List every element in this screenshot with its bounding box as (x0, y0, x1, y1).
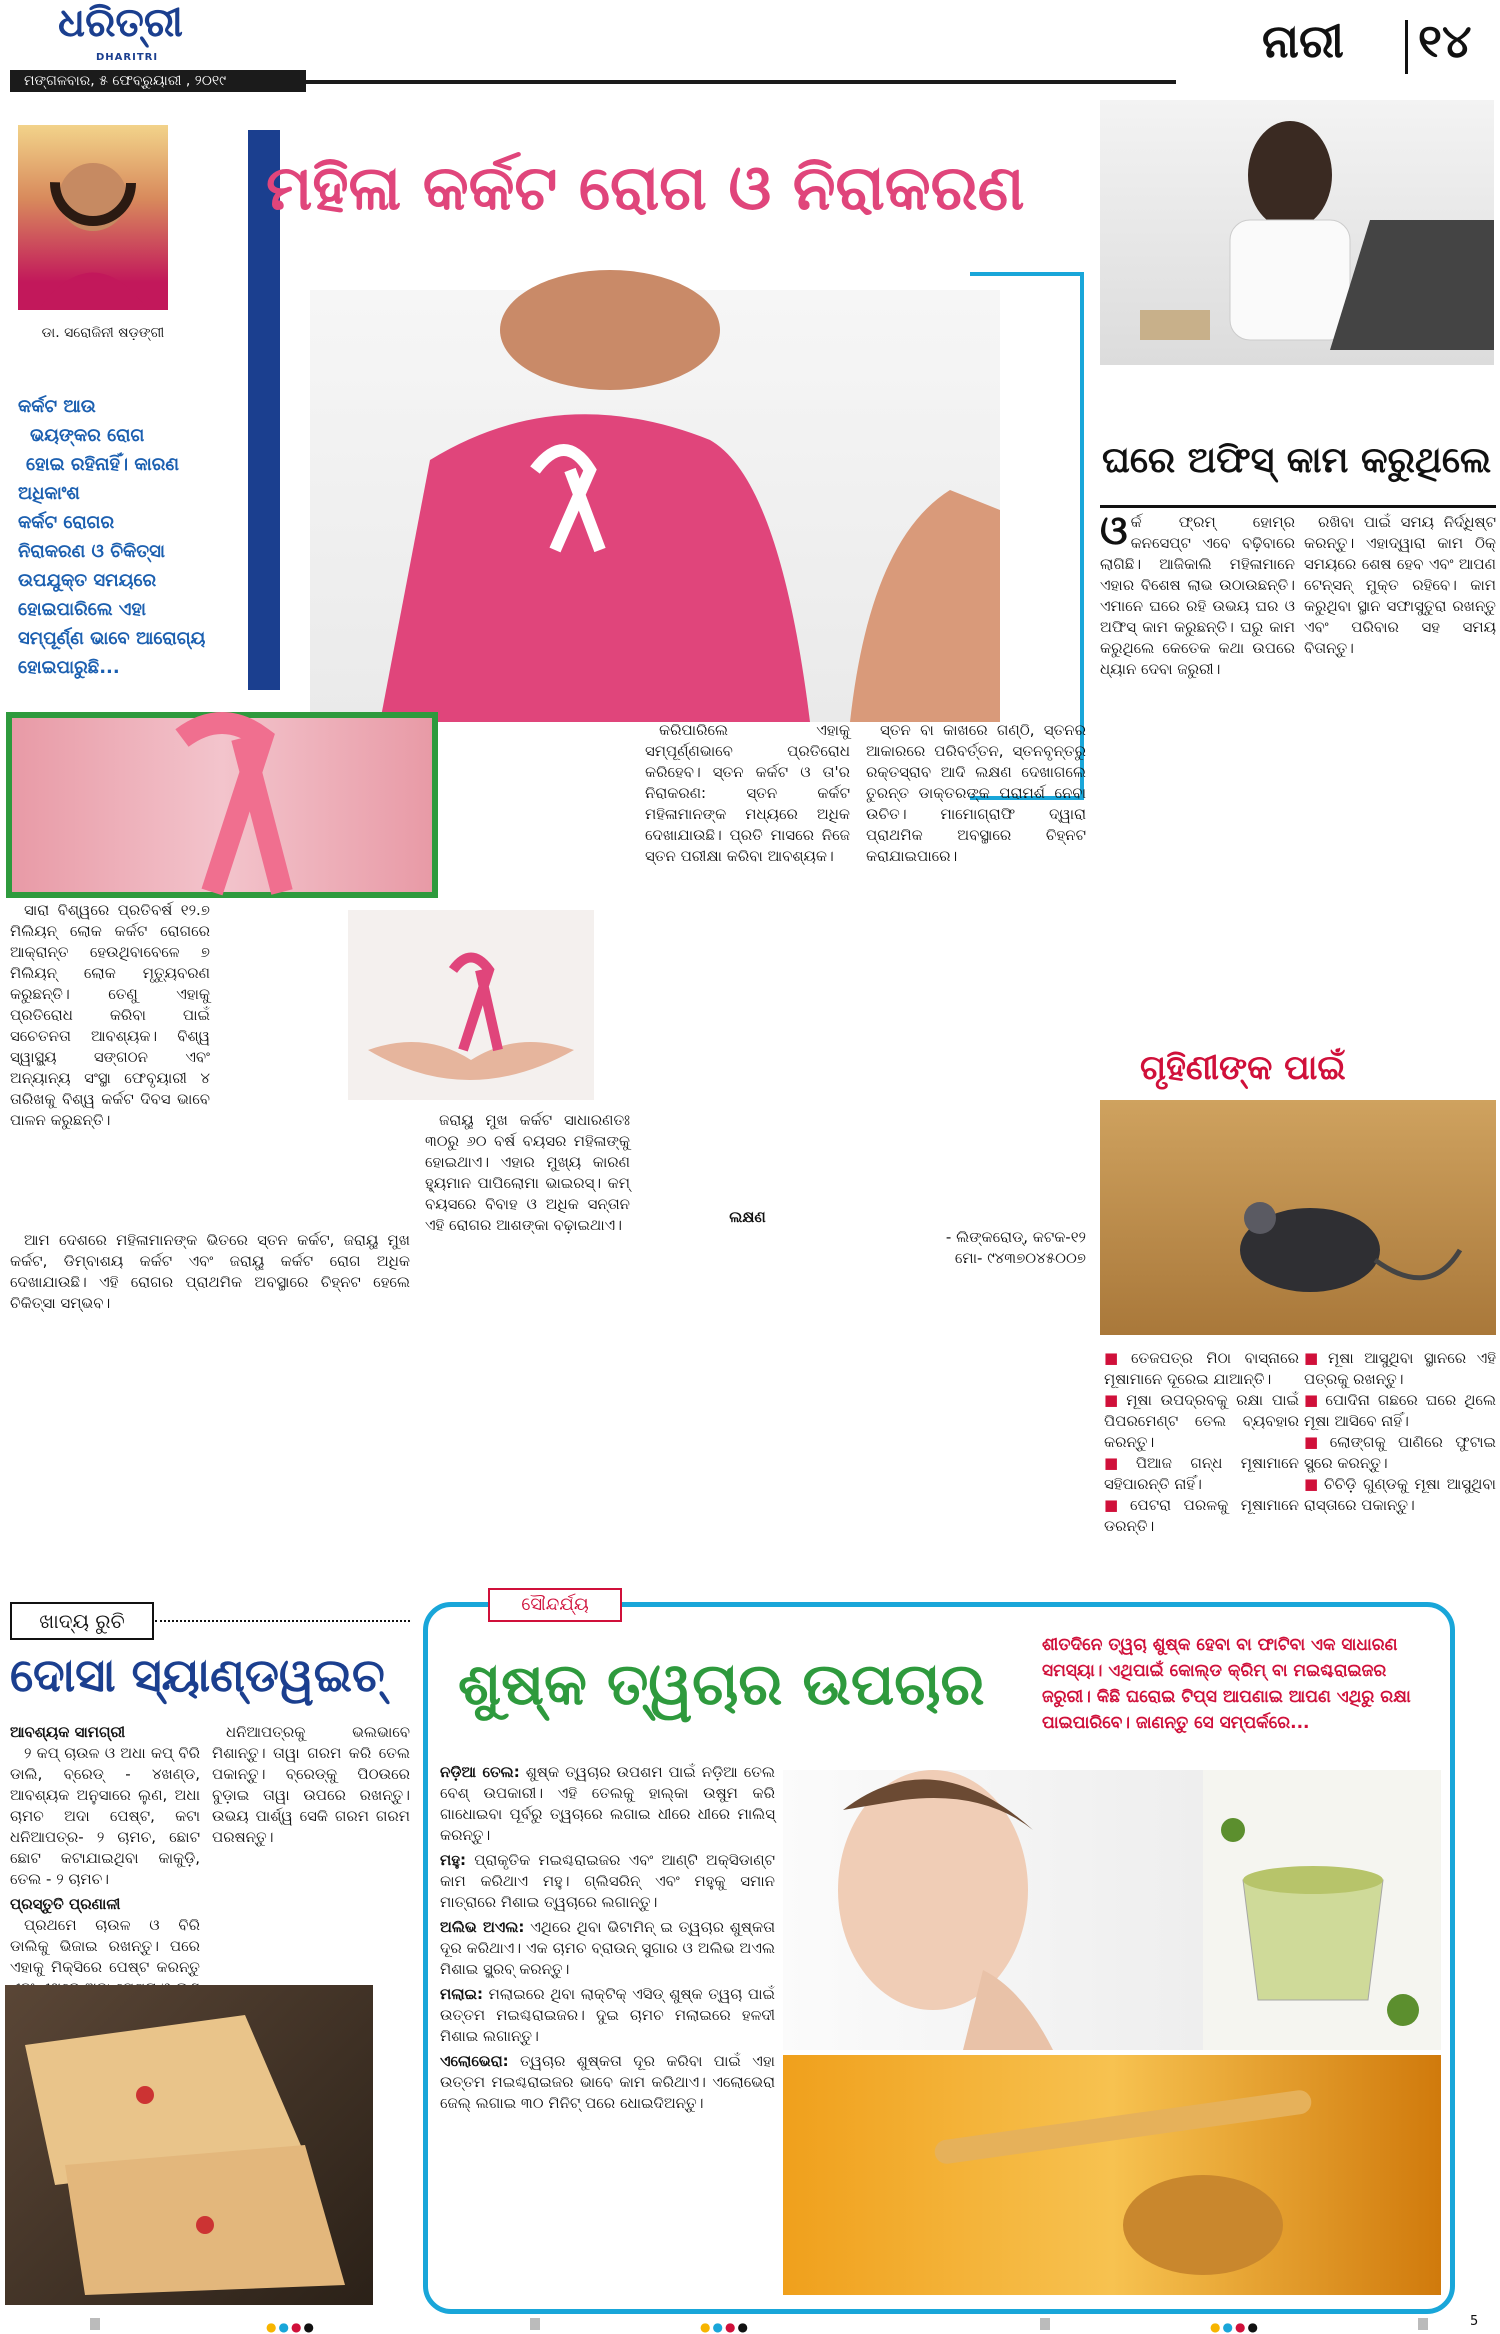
pink-ribbon-icon (310, 290, 1000, 722)
office-column-1: ଓର୍କ ଫ୍ରମ୍ ହୋମ୍ର କନସେପ୍ଟ ଏବେ ବଢ଼ିବାରେ ଲାଗିଛି। ଆଜିକାଲି ମହିଳାମାନେ ଏହାର ବିଶେଷ ଲାଭ ଉଠାଉଛନ୍ତି। ଏମାନେ ଘରେ ରହି ଉଭୟ ଘର ଓ ଅଫିସ୍ କାମ କରୁଛନ୍ତି। ଘରୁ କାମ କରୁଥିଲେ କେତେକ କଥା ଉପରେ ଧ୍ୟାନ ଦେବା ଜରୁରୀ। (1100, 508, 1295, 678)
tea-cup-icon (1203, 1770, 1441, 2050)
kitchen-tip: ■ ମୂଷା ଆସୁଥିବା ସ୍ଥାନରେ ଏହି ପତ୍ରକୁ ରଖନ୍ତୁ। (1304, 1349, 1496, 1388)
kitchen-tip: ■ ଲୋଙ୍ଗକୁ ପାଣିରେ ଫୁଟାଇ ସ୍ପ୍ରେ କରନ୍ତୁ। (1304, 1433, 1496, 1472)
beauty-headline: ଶୁଷ୍କ ତ୍ୱଚାର ଉପଚାର (458, 1650, 985, 1718)
mouse-icon (1100, 1100, 1496, 1335)
masthead (0, 0, 1500, 92)
cancer-column-4: କରିପାରିଲେ ଏହାକୁ ସମ୍ପୂର୍ଣ୍ଣଭାବେ ପ୍ରତିରୋଧ କରିହେବ। ସ୍ତନ କର୍କଟ ଓ ତା'ର ନିରାକରଣ: ସ୍ତନ କର୍କଟ ମହିଳାମାନଙ୍କ ମଧ୍ୟରେ ଅଧିକ ଦେଖାଯାଉଛି। ପ୍ରତି ମାସରେ ନିଜେ ସ୍ତନ ପରୀକ୍ଷା କରିବା ଆବଶ୍ୟକ। ଲକ୍ଷଣ (645, 721, 850, 1226)
footer-marks: ●●●● ●●●● ●●●● 5 (0, 2314, 1500, 2334)
kitchen-tip: ■ ପିଆଜ ଗନ୍ଧ ମୂଷାମାନେ ସହିପାରନ୍ତି ନାହିଁ। (1104, 1454, 1299, 1493)
open-hands-photo (348, 910, 594, 1100)
author-photo (18, 125, 168, 310)
issue-date: ମଙ୍ଗଳବାର, ୫ ଫେବ୍ରୁୟାରୀ , ୨୦୧୯ (24, 73, 227, 89)
sandwich-icon (5, 1985, 373, 2305)
recipe-label-line (155, 1620, 410, 1622)
method-heading: ପ୍ରସ୍ତୁତି ପ୍ରଣାଳୀ (10, 1895, 121, 1913)
author-phone: ମୋ- ୯୪୩୭୦୪୫୦୦୭ (954, 1249, 1086, 1267)
face-photo (783, 1770, 1203, 2050)
masthead-divider (1405, 20, 1408, 74)
cancer-column-1: ସାରା ବିଶ୍ୱରେ ପ୍ରତିବର୍ଷ ୧୨.୭ ମିଲିୟନ୍ ଲୋକ କର୍କଟ ରୋଗରେ ଆକ୍ରାନ୍ତ ହେଉଥିବାବେଳେ ୭ ମିଲିୟନ୍ ଲୋକ ମୃତ୍ୟୁବରଣ କରୁଛନ୍ତି। ତେଣୁ ଏହାକୁ ପ୍ରତିରୋଧ କରିବା ପାଇଁ ସଚେତନତା ଆବଶ୍ୟକ। ବିଶ୍ୱ ସ୍ୱାସ୍ଥ୍ୟ ସଙ୍ଗଠନ ଏବଂ ଅନ୍ୟାନ୍ୟ ସଂସ୍ଥା ଫେବୃୟାରୀ ୪ ତାରିଖକୁ ବିଶ୍ୱ କର୍କଟ ଦିବସ ଭାବେ ପାଳନ କରୁଛନ୍ତି। (10, 901, 210, 1129)
kitchen-column-1 (1104, 1348, 1299, 1588)
recipe-column-1: ଆବଶ୍ୟକ ସାମଗ୍ରୀ ୨ କପ୍ ଚାଉଳ ଓ ଅଧା କପ୍ ବିରି ଡାଲି, ବ୍ରେଡ୍ - ୪ଖଣ୍ଡ, ଆବଶ୍ୟକ ଅନୁସାରେ ଲୁଣ, ଅଧା ଚାମଚ ଅଦା ପେଷ୍ଟ, କଟା ଧନିଆପତ୍ର- ୨ ଚାମଚ, ଛୋଟ ଛୋଟ କଟାଯାଇଥିବା କାକୁଡ଼ି, ତେଲ - ୨ ଚାମଚ। ପ୍ରସ୍ତୁତି ପ୍ରଣାଳୀ ପ୍ରଥମେ ଚାଉଳ ଓ ବିରି ଡାଲିକୁ ଭିଜାଇ ରଖନ୍ତୁ। ପରେ ଏହାକୁ ମିକ୍ସିରେ ପେଷ୍ଟ କରନ୍ତୁ (10, 1723, 200, 1976)
page-number-odia: ୧୪ (1418, 14, 1472, 68)
kitchen-tip: ■ ତେଜପତ୍ର ମିଠା ବାସ୍ନାରେ ମୂଷାମାନେ ଦୂରେଇ ଯାଆନ୍ତି। (1104, 1349, 1299, 1388)
recipe-label: ଖାଦ୍ୟ ରୁଚି (39, 1609, 125, 1633)
kitchen-tip: ■ ମୂଷା ଉପଦ୍ରବକୁ ରକ୍ଷା ପାଇଁ ପିପରମେଣ୍ଟ ତେଲ ବ୍ୟବହାର କରନ୍ତୁ। (1104, 1391, 1299, 1451)
section-name: ନାରୀ (1262, 14, 1344, 68)
honey-photo (783, 2055, 1441, 2295)
office-headline: ଘରେ ଅଫିସ୍ କାମ କରୁଥିଲେ (1102, 440, 1492, 481)
author-name: ଡା. ସରୋଜିନୀ ଷଡ଼ଙ୍ଗୀ (41, 325, 165, 341)
ribbon-hands-photo (6, 712, 438, 898)
author-address: - ଲିଙ୍କରୋଡ୍, କଟକ-୧୨ (945, 1228, 1086, 1246)
beauty-label: ସୌନ୍ଦର୍ଯ୍ୟ (521, 1594, 589, 1615)
newspaper-logo[interactable]: ଧରିତ୍ରୀ (58, 0, 183, 46)
mouse-photo (1100, 1100, 1496, 1335)
symptoms-heading: ଲକ୍ଷଣ (729, 1208, 766, 1226)
recipe-column-2: ଧନିଆପତ୍ରକୁ ଭଲଭାବେ ମିଶାନ୍ତୁ। ତାୱା ଗରମ କରି ତେଲ ପକାନ୍ତୁ। ବ୍ରେଡ୍କୁ ପିଠଉରେ ବୁଡ଼ାଇ ତାୱା ଉପରେ ରଖନ୍ତୁ। ଉଭୟ ପାର୍ଶ୍ୱ ସେକି ଗରମ ଗରମ ପରଷନ୍ତୁ। (212, 1723, 410, 1846)
footer-page-number: 5 (1470, 2314, 1479, 2329)
date-bar (10, 70, 306, 92)
recipe-headline: ଦୋସା ସ୍ୟାଣ୍ଡୱଇଚ୍ (10, 1648, 385, 1702)
cancer-intro: କର୍କଟ ଆଉ ଭୟଙ୍କର ରୋଗ ହୋଇ ରହିନାହିଁ। କାରଣ ଅଧିକାଂଶ କର୍କଟ ରୋଗର ନିରାକରଣ ଓ ଚିକିତ୍ସା ଉପଯୁକ୍ତ ସମୟରେ ହୋଇପାରିଲେ ଏହା ସମ୍ପୂର୍ଣ୍ଣ ଭାବେ ଆରୋଗ୍ୟ ହୋଇପାରୁଛି... (18, 396, 206, 678)
office-dropcap: ଓ (1100, 508, 1128, 554)
cancer-headline: ମହିଳା କର୍କଟ ରୋଗ ଓ ନିରାକରଣ (266, 151, 1025, 224)
hands-ribbon-icon (348, 910, 594, 1100)
ribbon-icon (12, 718, 432, 892)
green-tea-photo (1203, 1770, 1441, 2050)
cancer-column-3: ଜରାୟୁ ମୁଖ କର୍କଟ ସାଧାରଣତଃ ୩୦ରୁ ୬୦ ବର୍ଷ ବୟସର ମହିଳାଙ୍କୁ ହୋଇଥାଏ। ଏହାର ମୁଖ୍ୟ କାରଣ ହ୍ୟୁମାନ ପାପିଲୋମା ଭାଇରସ୍। କମ୍ ବୟସରେ ବିବାହ ଓ ଅଧିକ ସନ୍ତାନ ଏହି ରୋଗର ଆଶଙ୍କା ବଢ଼ାଇଥାଏ। (425, 1111, 630, 1234)
kitchen-tip: ■ ପେଟରା ପରଳକୁ ମୂଷାମାନେ ଡରନ୍ତି। (1104, 1496, 1299, 1535)
office-column-2: ରଖିବା ପାଇଁ ସମୟ ନିର୍ଦ୍ଧିଷ୍ଟ କରନ୍ତୁ। ଏହାଦ୍ୱାରା କାମ ଠିକ୍ ସମୟରେ ଶେଷ ହେବ ଏବଂ ଆପଣ ଟେନ୍ସନ୍ ମୁକ୍ତ ରହିବେ। କାମ କରୁଥିବା ସ୍ଥାନ ସଫାସୁତୁରା ରଖନ୍ତୁ ଏବଂ ପରିବାର ସହ ସମୟ ବିତାନ୍ତୁ। (1304, 513, 1496, 657)
kitchen-tip: ■ ପୋଦିନା ଗଛରେ ଘରେ ଥିଲେ ମୂଷା ଆସିବେ ନାହିଁ। (1304, 1391, 1496, 1430)
cancer-column-2: ଆମ ଦେଶରେ ମହିଳାମାନଙ୍କ ଭିତରେ ସ୍ତନ କର୍କଟ, ଜରାୟୁ ମୁଖ କର୍କଟ, ଡିମ୍ବାଶୟ କର୍କଟ ଏବଂ ଜରାୟୁ କର୍କଟ ରୋଗ ଅଧିକ ଦେଖାଯାଉଛି। ଏହି ରୋଗର ପ୍ରାଥମିକ ଅବସ୍ଥାରେ ଚିହ୍ନଟ ହେଲେ ଚିକିତ୍ସା ସମ୍ଭବ। (10, 1231, 410, 1312)
laptop-icon (1100, 100, 1494, 365)
beauty-label-box (488, 1588, 622, 1622)
kitchen-column-2 (1304, 1348, 1496, 1588)
office-photo (1100, 100, 1494, 365)
kitchen-headline: ଗୃହିଣୀଙ୍କ ପାଇଁ (1140, 1048, 1346, 1088)
sandwich-photo (5, 1985, 373, 2305)
office-headline-rule (1100, 505, 1496, 508)
ingredients-heading: ଆବଶ୍ୟକ ସାମଗ୍ରୀ (10, 1723, 126, 1741)
beauty-intro: ଶୀତଦିନେ ତ୍ୱଚା ଶୁଷ୍କ ହେବା ବା ଫାଟିବା ଏକ ସାଧାରଣ ସମସ୍ୟା। ଏଥିପାଇଁ କୋଲ୍ଡ କ୍ରିମ୍ ବା ମଇଶ୍ଚରାଇଜର ଜରୁରୀ। କିଛି ଘରୋଇ ଟିପ୍ସ ଆପଣାଇ ଆପଣ ଏଥିରୁ ରକ୍ଷା ପାଇପାରିବେ। ଜାଣନ୍ତୁ ସେ ସମ୍ପର୍କରେ... (1042, 1635, 1411, 1733)
face-icon (783, 1770, 1203, 2050)
recipe-label-box (10, 1602, 154, 1640)
cancer-column-5: ସ୍ତନ ବା କାଖରେ ଗଣ୍ଠି, ସ୍ତନର ଆକାରରେ ପରିବର୍ତ୍ତନ, ସ୍ତନବୃନ୍ତରୁ ରକ୍ତସ୍ରାବ ଆଦି ଲକ୍ଷଣ ଦେଖାଗଲେ ତୁରନ୍ତ ଡାକ୍ତରଙ୍କ ପରାମର୍ଶ ନେବା ଉଚିତ। ମାମୋଗ୍ରାଫି ଦ୍ୱାରା ପ୍ରାଥମିକ ଅବସ୍ଥାରେ ଚିହ୍ନଟ କରାଯାଇପାରେ। - ଲିଙ୍କରୋଡ୍, କଟକ-୧୨ ମୋ- ୯୪୩୭୦୪୫୦୦୭ (866, 721, 1086, 1267)
kitchen-tip: ■ ଚିଚିଡ଼ି ଗୁଣ୍ଡକୁ ମୂଷା ଆସୁଥିବା ରାସ୍ତାରେ ପକାନ୍ତୁ। (1304, 1475, 1496, 1514)
beauty-column: ନଡ଼ିଆ ତେଲ: ଶୁଷ୍କ ତ୍ୱଚାର ଉପଶମ ପାଇଁ ନଡ଼ିଆ ତେଲ ବେଶ୍ ଉପକାରୀ। ଏହି ତେଲକୁ ହାଲ୍କା ଉଷୁମ କରି ଗାଧୋଇବା ପୂର୍ବରୁ ତ୍ୱଚାରେ ଲଗାଇ ଧୀରେ ଧୀରେ ମାଲିସ୍ କରନ୍ତୁ। ମହୁ: ପ୍ରାକୃତିକ ମଇଶ୍ଚରାଇଜର ଏବଂ ଆଣ୍ଟି ଅକ୍ସିଡାଣ୍ଟ କାମ କରିଥାଏ ମହୁ। ଗ୍ଲିସରିନ୍ ଏବଂ ମହୁକୁ ସମାନ ମାତ୍ରାରେ ମିଶାଇ ତ୍ୱଚାରେ ଲଗାନ୍ତୁ। ଅଲିଭ ଅଏଲ: ଏଥିରେ ଥିବା ଭିଟାମିନ୍ ଇ ତ୍ୱଚାର ଶୁଷ୍କତା ଦୂର କରିଥାଏ। ଏକ ଚାମଚ ବ୍ରାଉନ୍ ସୁଗାର ଓ ଅଲିଭ ଅଏଲ ମିଶାଇ ସ୍କ୍ରବ୍ କରନ୍ତୁ। ମଲାଇ: ମଲାଇରେ ଥିବା ଲାକ୍ଟିକ୍ ଏସିଡ୍ ଶୁଷ୍କ ତ୍ୱଚା ପାଇଁ ଉତ୍ତମ ମଇଶ୍ଚରାଇଜର। ଦୁଇ ଚାମଚ ମଲାଇରେ ହଳଦୀ ମିଶାଇ ଲଗାନ୍ତୁ। ଏଲୋଭେରା: ତ୍ୱଚାର ଶୁଷ୍କତା ଦୂର କରିବା ପାଇଁ ଏହା ଉତ୍ତମ ମଇଶ୍ଚରାଇଜର ଭାବେ କାମ କରିଥାଏ। ଏଲୋଭେରା ଜେଲ୍ ଲଗାଇ ୩୦ ମିନିଟ୍ ପରେ ଧୋଇଦିଅନ୍ତୁ। (440, 1763, 775, 2112)
honey-dipper-icon (783, 2055, 1441, 2295)
woman-ribbon-photo (310, 290, 1000, 722)
portrait-icon (18, 125, 168, 310)
logo-subtitle: DHARITRI (96, 52, 159, 63)
date-bar-line (306, 80, 1176, 84)
